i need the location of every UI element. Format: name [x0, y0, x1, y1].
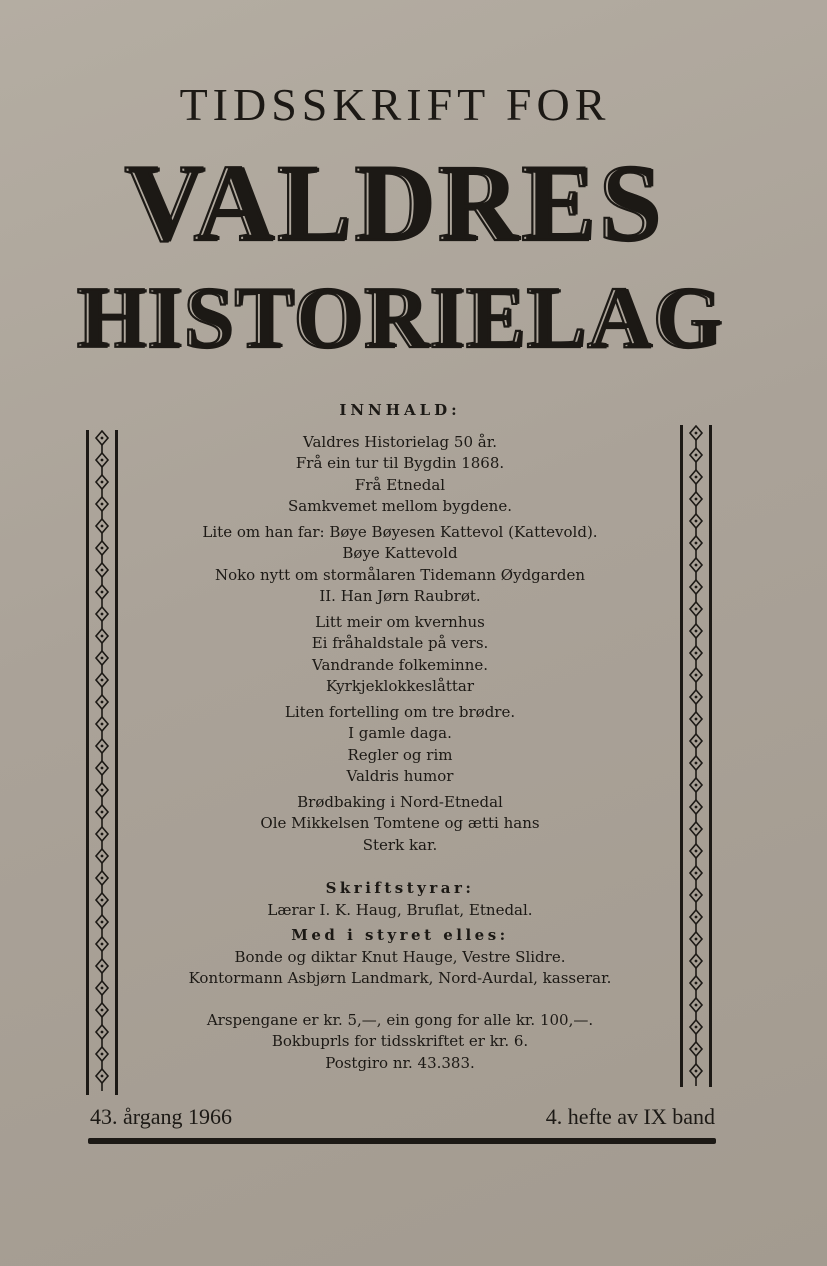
ornament-dot — [695, 542, 698, 545]
ornament-dot — [101, 943, 104, 946]
table-of-contents — [130, 432, 670, 857]
ornament-dot — [101, 1031, 104, 1034]
ornament-dot — [101, 635, 104, 638]
board-member: Bonde og diktar Knut Hauge, Vestre Slidre. — [234, 947, 566, 966]
ornament-dot — [101, 613, 104, 616]
ornament-dot — [101, 921, 104, 924]
ornament-dot — [695, 960, 698, 963]
ornament-dot — [695, 894, 698, 897]
ornament-dot — [101, 459, 104, 462]
ornament-dot — [101, 855, 104, 858]
ornament-dot — [101, 657, 104, 660]
ornament-dot — [101, 811, 104, 814]
ornament-dot — [695, 454, 698, 457]
ornament-dot — [101, 833, 104, 836]
ornament-dot — [695, 784, 698, 787]
toc-item: Noko nytt om stormålaren Tidemann Øydgarden — [214, 565, 586, 584]
toc-item: I gamle daga. — [348, 724, 452, 742]
ornament-dot — [695, 938, 698, 941]
toc-item: Ole Mikkelsen Tomtene og ætti hans — [260, 814, 540, 832]
ornament-dot — [695, 608, 698, 611]
board-heading: Med i styret elles: — [291, 926, 509, 944]
ornament-dot — [101, 569, 104, 572]
ornament-dot — [695, 1048, 698, 1051]
ornament-dot — [695, 740, 698, 743]
ornament-dot — [101, 701, 104, 704]
ornament-border-left — [86, 430, 118, 1095]
title-line-3: HISTORIELAG — [76, 270, 724, 367]
ornament-dot — [101, 1053, 104, 1056]
ornament-pattern-left — [89, 430, 115, 1095]
ornament-dot — [695, 828, 698, 831]
ornament-dot — [101, 965, 104, 968]
ornament-dot — [101, 877, 104, 880]
footer-rule — [88, 1138, 716, 1144]
volume-year: 43. årgang 1966 — [90, 1104, 232, 1129]
issue-number: 4. hefte av IX band — [545, 1104, 715, 1129]
ornament-dot — [101, 591, 104, 594]
ornament-dot — [101, 437, 104, 440]
ornament-dot — [695, 806, 698, 809]
ornament-dot — [695, 762, 698, 765]
annual-fee: Arspengane er kr. 5,—, ein gong for alle kr. 100,—. — [206, 1010, 594, 1029]
toc-item: Sterk kar. — [362, 835, 438, 854]
ornament-dot — [695, 1004, 698, 1007]
ornament-dot — [101, 481, 104, 484]
toc-item: Bøye Kattevold — [342, 544, 458, 562]
ornament-dot — [695, 696, 698, 699]
ornament-dot — [101, 723, 104, 726]
ornament-dot — [101, 767, 104, 770]
toc-item: Samkvemet mellom bygdene. — [288, 497, 512, 515]
toc-item: II. Han Jørn Raubrøt. — [319, 587, 481, 605]
editor-name: Lærar I. K. Haug, Bruflat, Etnedal. — [267, 900, 533, 919]
toc-item: Ei fråhaldstale på vers. — [311, 634, 489, 652]
ornament-dot — [695, 718, 698, 721]
toc-item: Valdris humor — [346, 767, 454, 785]
editor-heading: Skriftstyrar: — [325, 879, 475, 897]
board-member: Kontormann Asbjørn Landmark, Nord-Aurdal, kasserar. — [188, 969, 612, 987]
toc-item: Frå ein tur til Bygdin 1868. — [295, 454, 505, 472]
ornament-border-right — [680, 425, 712, 1087]
contents-heading: INNHALD: — [339, 401, 461, 419]
ornament-dot — [101, 1075, 104, 1078]
toc-item: Liten fortelling om tre brødre. — [284, 702, 516, 721]
ornament-dot — [695, 432, 698, 435]
ornament-dot — [695, 1070, 698, 1073]
ornament-dot — [101, 679, 104, 682]
ornament-dot — [695, 850, 698, 853]
title-line-2: VALDRES — [124, 142, 664, 264]
ornament-dot — [695, 586, 698, 589]
ornament-dot — [695, 498, 698, 501]
toc-item: Vandrande folkeminne. — [311, 655, 488, 674]
ornament-dot — [101, 789, 104, 792]
ornament-dot — [695, 982, 698, 985]
ornament-dot — [101, 987, 104, 990]
ornament-dot — [101, 899, 104, 902]
ornament-dot — [695, 872, 698, 875]
ornament-dot — [695, 674, 698, 677]
ornament-dot — [695, 652, 698, 655]
toc-item: Regler og rim — [347, 745, 453, 764]
ornament-dot — [101, 525, 104, 528]
toc-item: Kyrkjeklokkeslåttar — [325, 677, 475, 695]
ornament-pattern-right — [683, 425, 709, 1087]
ornament-dot — [695, 916, 698, 919]
postgiro-number: Postgiro nr. 43.383. — [325, 1053, 475, 1072]
ornament-dot — [101, 547, 104, 550]
ornament-dot — [695, 630, 698, 633]
ornament-dot — [695, 476, 698, 479]
ornament-dot — [695, 564, 698, 567]
ornament-dot — [695, 520, 698, 523]
contents-block — [130, 400, 670, 1074]
ornament-dot — [101, 503, 104, 506]
toc-item: Frå Etnedal — [354, 475, 446, 494]
toc-item: Lite om han far: Bøye Bøyesen Kattevol (Kattevold). — [202, 522, 598, 541]
toc-item: Valdres Historielag 50 år. — [303, 432, 497, 451]
bookshop-price: Bokbuprls for tidsskriftet er kr. 6. — [271, 1032, 529, 1050]
ornament-dot — [101, 1009, 104, 1012]
ornament-dot — [695, 1026, 698, 1029]
title-line-1: TIDSSKRIFT FOR — [179, 79, 611, 130]
ornament-dot — [101, 745, 104, 748]
toc-item: Litt meir om kvernhus — [315, 612, 485, 631]
toc-item: Brødbaking i Nord-Etnedal — [297, 792, 503, 811]
